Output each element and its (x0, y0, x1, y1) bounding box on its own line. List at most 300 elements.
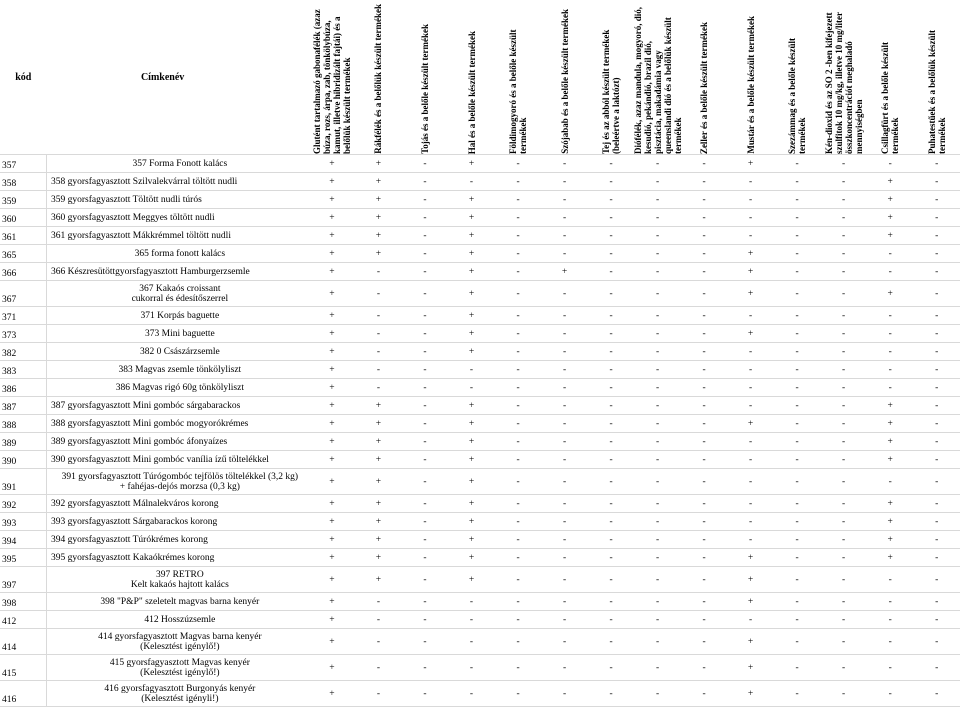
allergen-mark: + (309, 629, 356, 655)
allergen-mark: + (309, 191, 356, 209)
allergen-mark: - (681, 469, 728, 495)
allergen-mark: - (541, 209, 588, 227)
allergen-mark: - (727, 611, 774, 629)
allergen-mark: - (541, 495, 588, 513)
row-name: 392 gyorsfagyasztott Málnalekváros korong (47, 495, 309, 513)
row-kod: 390 (0, 451, 47, 469)
allergen-mark: - (774, 451, 821, 469)
allergen-mark: - (541, 281, 588, 307)
allergen-mark: - (774, 681, 821, 707)
allergen-mark: - (495, 593, 542, 611)
table-row (0, 307, 960, 325)
allergen-mark: - (634, 173, 681, 191)
allergen-mark: - (681, 191, 728, 209)
allergen-mark: - (588, 513, 635, 531)
allergen-mark: + (355, 549, 402, 567)
header-allergen (774, 0, 821, 155)
allergen-mark: - (634, 245, 681, 263)
allergen-mark: + (309, 209, 356, 227)
allergen-mark: - (541, 325, 588, 343)
allergen-mark: + (867, 513, 914, 531)
header-allergen (448, 0, 495, 155)
row-name: 395 gyorsfagyasztott Kakaókrémes korong (47, 549, 309, 567)
row-kod: 360 (0, 209, 47, 227)
header-allergen-label: Zeller és a belőle készült termékek (699, 21, 710, 154)
allergen-mark: - (588, 567, 635, 593)
allergen-mark: - (727, 433, 774, 451)
allergen-mark: - (727, 227, 774, 245)
allergen-mark: - (913, 655, 960, 681)
allergen-mark: - (495, 415, 542, 433)
allergen-mark: - (402, 495, 449, 513)
table-row (0, 397, 960, 415)
allergen-mark: + (355, 469, 402, 495)
allergen-mark: - (355, 379, 402, 397)
allergen-mark: - (588, 281, 635, 307)
row-name: 398 "P&P" szeletelt magvas barna kenyér (47, 593, 309, 611)
row-name: 394 gyorsfagyasztott Túrókrémes korong (47, 531, 309, 549)
allergen-mark: + (309, 567, 356, 593)
allergen-mark: - (774, 567, 821, 593)
allergen-mark: + (355, 155, 402, 173)
allergen-mark: - (402, 451, 449, 469)
allergen-mark: - (495, 531, 542, 549)
allergen-mark: - (402, 397, 449, 415)
allergen-mark: - (541, 513, 588, 531)
allergen-mark: + (727, 263, 774, 281)
allergen-mark: - (774, 469, 821, 495)
allergen-mark: + (448, 245, 495, 263)
allergen-mark: - (355, 593, 402, 611)
allergen-mark: - (495, 209, 542, 227)
header-allergen (588, 0, 635, 155)
allergen-mark: - (495, 361, 542, 379)
allergen-mark: - (402, 379, 449, 397)
allergen-mark: - (681, 263, 728, 281)
row-kod: 383 (0, 361, 47, 379)
allergen-mark: - (913, 325, 960, 343)
allergen-mark: + (727, 549, 774, 567)
allergen-mark: + (355, 567, 402, 593)
row-name: 391 gyorsfagyasztott Túrógombóc tejfölös töltelékkel (3,2 kg) + fahéjas-dejós morzsa (0,3 kg) (47, 469, 309, 495)
allergen-mark: - (681, 593, 728, 611)
row-kod: 414 (0, 629, 47, 655)
allergen-mark: - (634, 307, 681, 325)
allergen-mark: - (681, 325, 728, 343)
allergen-mark: - (774, 655, 821, 681)
allergen-mark: - (727, 209, 774, 227)
allergen-mark: + (355, 209, 402, 227)
allergen-mark: - (867, 155, 914, 173)
allergen-mark: - (634, 397, 681, 415)
allergen-mark: + (309, 513, 356, 531)
table-row (0, 209, 960, 227)
allergen-mark: - (681, 611, 728, 629)
allergen-mark: - (681, 629, 728, 655)
row-name: 358 gyorsfagyasztott Szilvalekvárral töltött nudli (47, 173, 309, 191)
allergen-mark: + (448, 155, 495, 173)
row-kod: 358 (0, 173, 47, 191)
allergen-mark: - (727, 495, 774, 513)
allergen-mark: + (727, 567, 774, 593)
allergen-mark: - (774, 281, 821, 307)
allergen-mark: - (402, 655, 449, 681)
allergen-mark: + (309, 433, 356, 451)
allergen-mark: - (402, 281, 449, 307)
row-kod: 359 (0, 191, 47, 209)
row-kod: 391 (0, 469, 47, 495)
allergen-mark: - (448, 593, 495, 611)
allergen-mark: - (681, 361, 728, 379)
table-row (0, 191, 960, 209)
allergen-mark: - (588, 343, 635, 361)
allergen-mark: + (309, 549, 356, 567)
table-row (0, 567, 960, 593)
allergen-mark: - (495, 469, 542, 495)
row-kod: 361 (0, 227, 47, 245)
allergen-mark: - (681, 245, 728, 263)
allergen-mark: - (681, 549, 728, 567)
table-row (0, 655, 960, 681)
allergen-mark: - (820, 245, 867, 263)
allergen-mark: - (541, 549, 588, 567)
allergen-mark: - (913, 281, 960, 307)
allergen-mark: - (588, 173, 635, 191)
allergen-mark: + (867, 549, 914, 567)
allergen-mark: - (774, 191, 821, 209)
allergen-mark: - (774, 209, 821, 227)
allergen-mark: - (867, 245, 914, 263)
allergen-mark: - (913, 191, 960, 209)
allergen-mark: - (867, 307, 914, 325)
allergen-mark: - (681, 531, 728, 549)
allergen-mark: - (448, 681, 495, 707)
allergen-mark: - (867, 681, 914, 707)
allergen-mark: - (495, 681, 542, 707)
table-row (0, 629, 960, 655)
header-allergen-label: Puhatestűek és a belőlük készült termékek (926, 29, 947, 154)
allergen-mark: + (355, 415, 402, 433)
allergen-mark: - (588, 361, 635, 379)
allergen-mark: - (495, 307, 542, 325)
allergen-mark: - (820, 155, 867, 173)
allergen-mark: - (774, 343, 821, 361)
row-name: 360 gyorsfagyasztott Meggyes töltött nudli (47, 209, 309, 227)
row-kod: 392 (0, 495, 47, 513)
row-kod: 388 (0, 415, 47, 433)
allergen-mark: + (867, 415, 914, 433)
allergen-mark: + (309, 263, 356, 281)
allergen-mark: - (867, 655, 914, 681)
header-allergen-label: Tej és az abból készült termékek (beleértve a laktózt) (601, 29, 622, 154)
allergen-mark: - (541, 681, 588, 707)
allergen-mark: - (402, 567, 449, 593)
allergen-mark: - (820, 593, 867, 611)
row-kod: 389 (0, 433, 47, 451)
allergen-mark: - (774, 433, 821, 451)
allergen-mark: - (588, 531, 635, 549)
allergen-mark: - (495, 629, 542, 655)
allergen-mark: - (402, 531, 449, 549)
allergen-mark: - (634, 263, 681, 281)
row-name: 361 gyorsfagyasztott Mákkrémmel töltött nudli (47, 227, 309, 245)
table-row (0, 451, 960, 469)
row-kod: 386 (0, 379, 47, 397)
header-allergen (867, 0, 914, 155)
allergen-mark: - (495, 397, 542, 415)
row-name: 371 Korpás baguette (47, 307, 309, 325)
allergen-mark: - (820, 629, 867, 655)
allergen-mark: + (309, 343, 356, 361)
allergen-mark: - (820, 191, 867, 209)
table-row (0, 469, 960, 495)
allergen-mark: - (681, 513, 728, 531)
allergen-mark: + (448, 495, 495, 513)
allergen-mark: + (448, 263, 495, 281)
allergen-mark: - (402, 469, 449, 495)
row-kod: 395 (0, 549, 47, 567)
allergen-mark: - (867, 361, 914, 379)
allergen-mark: - (355, 361, 402, 379)
allergen-mark: - (681, 415, 728, 433)
table-row (0, 379, 960, 397)
allergen-mark: + (309, 593, 356, 611)
allergen-mark: + (867, 451, 914, 469)
allergen-mark: - (774, 173, 821, 191)
allergen-mark: - (588, 209, 635, 227)
allergen-mark: + (309, 611, 356, 629)
allergen-mark: - (588, 379, 635, 397)
row-name: 366 Készresütöttgyorsfagyasztott Hamburgerzsemle (47, 263, 309, 281)
allergen-mark: + (309, 361, 356, 379)
allergen-mark: - (820, 173, 867, 191)
header-allergen-label: Csillagfürt és a belőle készült termékek (880, 42, 901, 154)
row-kod: 397 (0, 567, 47, 593)
allergen-mark: - (774, 531, 821, 549)
header-allergen-label: Szójabab és a belőle készült termékek (559, 9, 570, 154)
allergen-mark: + (727, 655, 774, 681)
allergen-mark: + (448, 549, 495, 567)
allergen-mark: - (913, 379, 960, 397)
allergen-mark: - (867, 325, 914, 343)
allergen-mark: + (867, 227, 914, 245)
row-kod: 416 (0, 681, 47, 707)
row-kod: 371 (0, 307, 47, 325)
allergen-mark: - (541, 469, 588, 495)
allergen-mark: - (588, 629, 635, 655)
allergen-mark: - (402, 361, 449, 379)
header-allergen-label: Rákfélék és a belőlük készült termékek (373, 4, 384, 154)
allergen-mark: - (913, 513, 960, 531)
allergen-mark: - (634, 415, 681, 433)
allergen-mark: - (774, 397, 821, 415)
table-row (0, 549, 960, 567)
allergen-mark: - (634, 593, 681, 611)
allergen-mark: + (541, 263, 588, 281)
allergen-mark: + (448, 191, 495, 209)
table-row (0, 593, 960, 611)
allergen-mark: - (820, 531, 867, 549)
allergen-mark: - (913, 681, 960, 707)
allergen-mark: - (774, 593, 821, 611)
allergen-mark: - (727, 173, 774, 191)
row-kod: 373 (0, 325, 47, 343)
table-row (0, 681, 960, 707)
allergen-mark: - (588, 415, 635, 433)
allergen-mark: - (402, 155, 449, 173)
allergen-mark: + (727, 325, 774, 343)
allergen-mark: - (681, 379, 728, 397)
header-allergen-label: Földimogyoró és a belőle készült termékek (508, 29, 529, 154)
header-allergen (634, 0, 681, 155)
allergen-mark: - (913, 155, 960, 173)
allergen-mark: - (774, 379, 821, 397)
allergen-mark: - (355, 307, 402, 325)
allergen-mark: - (681, 397, 728, 415)
allergen-mark: - (634, 495, 681, 513)
allergen-mark: - (820, 227, 867, 245)
row-kod: 357 (0, 155, 47, 173)
header-kod: kód (15, 71, 32, 83)
allergen-mark: + (448, 531, 495, 549)
allergen-mark: - (681, 307, 728, 325)
allergen-mark: - (588, 469, 635, 495)
row-name: 367 Kakaós croissant cukorral és édesítőszerrel (47, 281, 309, 307)
allergen-mark: - (634, 155, 681, 173)
allergen-mark: + (867, 209, 914, 227)
allergen-mark: - (448, 173, 495, 191)
allergen-mark: - (495, 655, 542, 681)
allergen-mark: - (681, 495, 728, 513)
allergen-mark: - (541, 397, 588, 415)
allergen-mark: - (727, 397, 774, 415)
allergen-mark: - (867, 379, 914, 397)
allergen-mark: - (541, 307, 588, 325)
header-allergen (495, 0, 542, 155)
allergen-mark: - (448, 361, 495, 379)
allergen-mark: - (913, 361, 960, 379)
allergen-mark: - (402, 209, 449, 227)
allergen-mark: - (867, 611, 914, 629)
allergen-mark: - (402, 343, 449, 361)
allergen-mark: - (774, 155, 821, 173)
allergen-mark: + (448, 433, 495, 451)
allergen-mark: + (727, 593, 774, 611)
allergen-mark: - (727, 531, 774, 549)
allergen-mark: - (820, 325, 867, 343)
allergen-mark: + (355, 245, 402, 263)
allergen-mark: + (867, 495, 914, 513)
allergen-mark: - (355, 263, 402, 281)
allergen-mark: + (309, 397, 356, 415)
allergen-mark: + (309, 245, 356, 263)
table-body (0, 155, 960, 707)
allergen-mark: - (541, 611, 588, 629)
table-row (0, 227, 960, 245)
allergen-mark: - (913, 245, 960, 263)
allergen-mark: - (541, 629, 588, 655)
allergen-mark: - (634, 629, 681, 655)
allergen-mark: - (402, 433, 449, 451)
row-name: 414 gyorsfagyasztott Magvas barna kenyér (Kelesztést igénylő!) (47, 629, 309, 655)
allergen-mark: - (355, 681, 402, 707)
table-row (0, 361, 960, 379)
allergen-mark: + (355, 191, 402, 209)
allergen-mark: + (355, 173, 402, 191)
header-allergen (402, 0, 449, 155)
allergen-mark: - (727, 191, 774, 209)
allergen-mark: - (681, 681, 728, 707)
allergen-mark: + (309, 173, 356, 191)
table-row (0, 611, 960, 629)
row-kod: 393 (0, 513, 47, 531)
allergen-mark: + (727, 155, 774, 173)
allergen-mark: - (588, 433, 635, 451)
allergen-mark: - (634, 611, 681, 629)
allergen-mark: - (495, 451, 542, 469)
allergen-mark: + (448, 451, 495, 469)
allergen-mark: + (448, 415, 495, 433)
allergen-mark: - (681, 567, 728, 593)
table-row (0, 173, 960, 191)
allergen-mark: - (541, 361, 588, 379)
allergen-mark: + (309, 531, 356, 549)
table-row (0, 433, 960, 451)
allergen-mark: - (588, 325, 635, 343)
allergen-mark: + (309, 155, 356, 173)
allergen-mark: - (913, 611, 960, 629)
allergen-mark: - (820, 415, 867, 433)
table-row (0, 155, 960, 173)
allergen-mark: - (820, 611, 867, 629)
allergen-mark: - (588, 191, 635, 209)
header-allergen-label: Hal és a belőle készült termékek (466, 30, 477, 154)
allergen-mark: - (541, 155, 588, 173)
row-name: 357 Forma Fonott kalács (47, 155, 309, 173)
allergen-mark: - (774, 495, 821, 513)
allergen-mark: - (820, 379, 867, 397)
allergen-mark: - (820, 343, 867, 361)
row-kod: 398 (0, 593, 47, 611)
allergen-mark: - (495, 155, 542, 173)
allergen-mark: - (913, 567, 960, 593)
allergen-mark: - (774, 415, 821, 433)
allergen-mark: - (448, 629, 495, 655)
allergen-mark: + (448, 343, 495, 361)
allergen-mark: - (820, 495, 867, 513)
allergen-mark: - (495, 495, 542, 513)
allergen-mark: - (681, 281, 728, 307)
allergen-mark: - (867, 263, 914, 281)
row-kod: 365 (0, 245, 47, 263)
allergen-mark: + (727, 245, 774, 263)
allergen-mark: - (588, 263, 635, 281)
allergen-mark: - (588, 227, 635, 245)
allergen-mark: - (448, 655, 495, 681)
allergen-mark: - (867, 343, 914, 361)
allergen-mark: - (820, 361, 867, 379)
allergen-mark: - (634, 191, 681, 209)
allergen-mark: + (355, 227, 402, 245)
allergen-mark: + (448, 307, 495, 325)
allergen-mark: + (309, 655, 356, 681)
allergen-mark: - (913, 173, 960, 191)
allergen-mark: + (309, 469, 356, 495)
allergen-mark: + (448, 325, 495, 343)
allergen-mark: - (820, 549, 867, 567)
row-name: 416 gyorsfagyasztott Burgonyás kenyér (Kelesztést igényli!) (47, 681, 309, 707)
header-allergen (355, 0, 402, 155)
